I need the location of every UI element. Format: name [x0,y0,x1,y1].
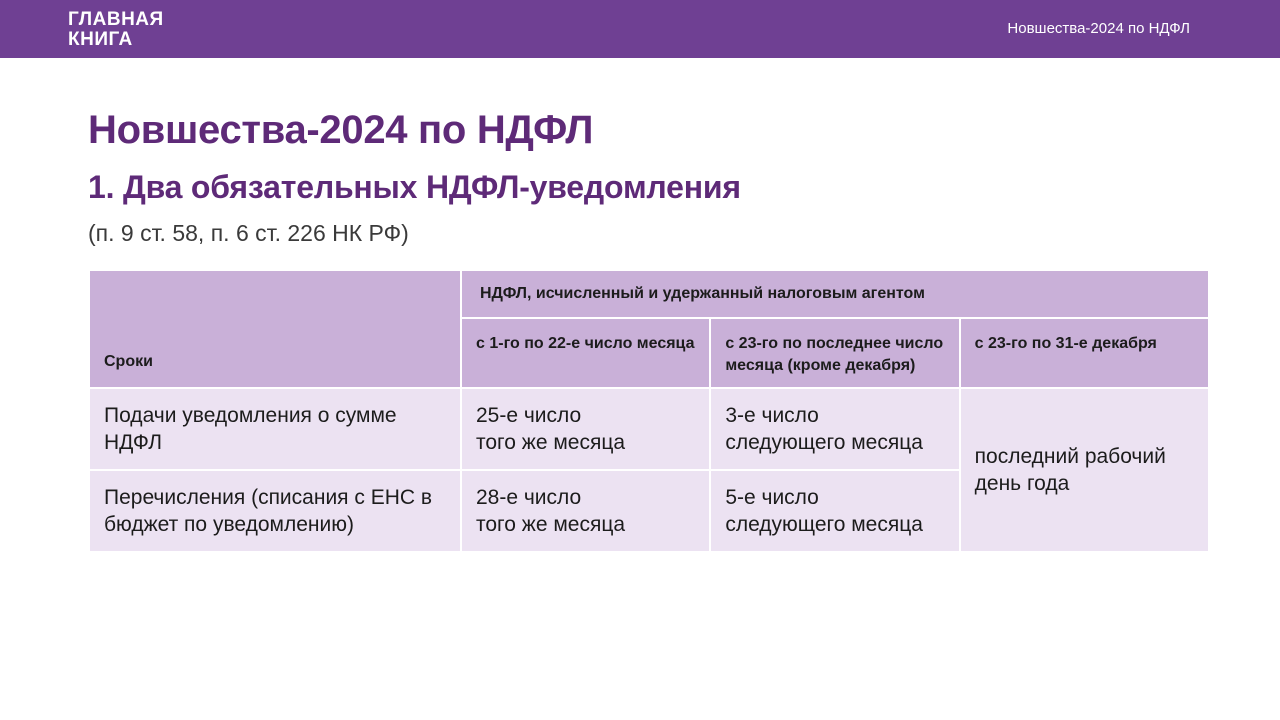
page-subtitle: 1. Два обязательных НДФЛ-уведомления [88,169,741,205]
table-row [89,388,1209,470]
header-cell-group: НДФЛ, исчисленный и удержанный налоговым агентом [461,270,1209,318]
header-cell-period-3: с 23-го по 31-е декабря [960,318,1209,388]
slide-content [0,108,1280,553]
page-title: Новшества-2024 по НДФЛ [88,108,594,152]
table-header-row-1 [89,270,1209,318]
row-label-notification: Подачи уведомления о сумме НДФЛ [89,388,461,470]
cell-notification-period-2: 3-е число следующего месяца [710,388,959,470]
logo-line-2: КНИГА [68,28,133,50]
cell-payment-period-2: 5-е число следующего месяца [710,470,959,552]
row-label-payment: Перечисления (списания с ЕНС в бюджет по уведомлению) [89,470,461,552]
legal-reference: (п. 9 ст. 58, п. 6 ст. 226 НК РФ) [88,220,409,246]
header-topic-label: Новшества-2024 по НДФЛ [1007,20,1190,37]
logo-line-1: ГЛАВНАЯ [68,8,164,30]
cell-notification-period-1: 25-е число того же месяца [461,388,710,470]
top-header-bar [0,0,1280,58]
cell-december-deadline: последний рабочий день года [960,388,1209,552]
header-cell-sroki: Сроки [89,270,461,388]
header-cell-period-1: с 1-го по 22-е число месяца [461,318,710,388]
deadlines-table [88,269,1210,553]
header-cell-period-2: с 23-го по последнее число месяца (кроме декабря) [710,318,959,388]
cell-payment-period-1: 28-е число того же месяца [461,470,710,552]
logo [68,9,218,49]
